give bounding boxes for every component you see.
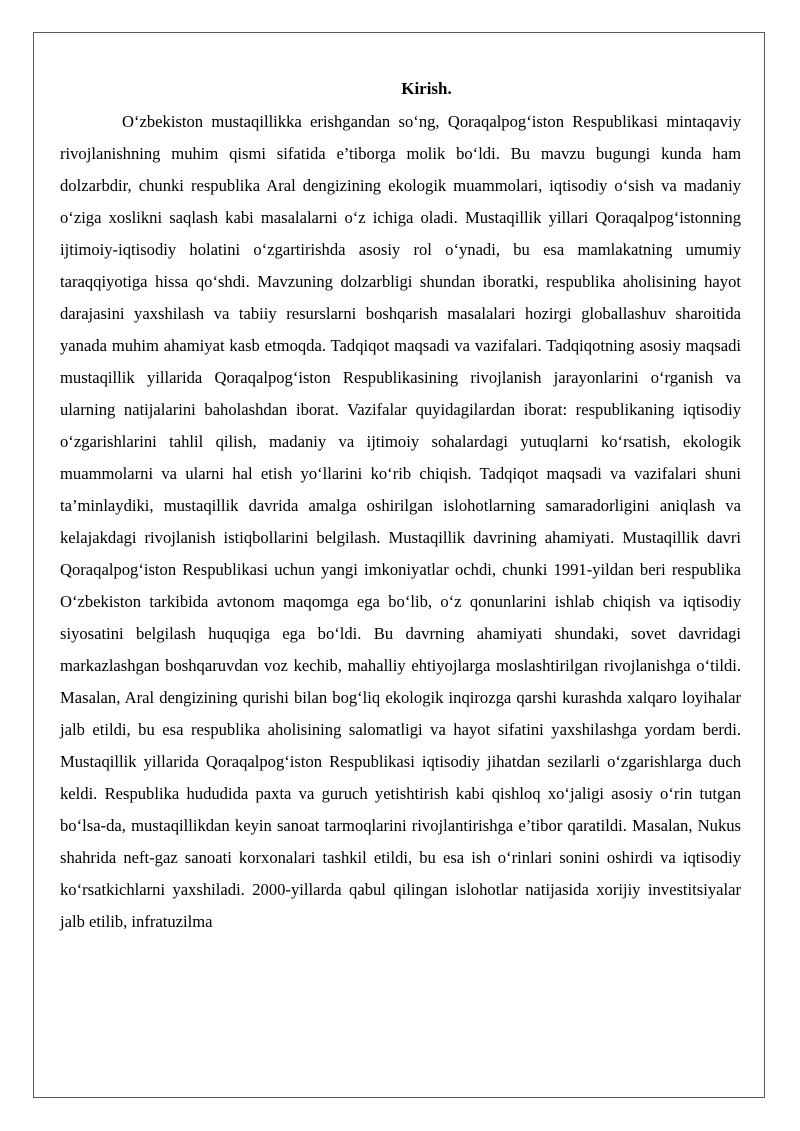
page-title: Kirish. (401, 79, 452, 98)
body-paragraph: O‘zbekiston mustaqillikka erishgandan so‘ng, Qoraqalpog‘iston Respublikasi mintaqaviy rivojlanishning muhim qismi sifatida e’tiborga molik bo‘ldi. Bu mavzu bugungi kunda ham dolzarbdir, chunki respublika Aral dengizining ekologik muammolari, iqtisodiy o‘sish va madaniy o‘ziga xoslikni saqlash kabi masalalarni o‘z ichiga oladi. Mustaqillik yillari Qoraqalpog‘istonning ijtimoiy-iqtisodiy holatini o‘zgartirishda asosiy rol o‘ynadi, bu esa mamlakatning umumiy taraqqiyotiga hissa qo‘shdi. Mavzuning dolzarbligi shundan iboratki, respublika aholisining hayot darajasini yaxshilash va tabiiy resurslarni boshqarish masalalari hozirgi globallashuv sharoitida yanada muhim ahamiyat kasb etmoqda. Tadqiqot maqsadi va vazifalari. Tadqiqotning asosiy maqsadi mustaqillik yillarida Qoraqalpog‘iston Respublikasining rivojlanish jarayonlarini o‘rganish va ularning natijalarini baholashdan iborat. Vazifalar quyidagilardan iborat: respublikaning iqtisodiy o‘zgarishlarini tahlil qilish, madaniy va ijtimoiy sohalardagi yutuqlarni ko‘rsatish, ekologik muammolarni va ularni hal etish yo‘llarini ko‘rib chiqish. Tadqiqot maqsadi va vazifalari shuni ta’minlaydiki, mustaqillik davrida amalga oshirilgan islohotlarning samaradorligini aniqlash va kelajakdagi rivojlanish istiqbollarini belgilash. Mustaqillik davrining ahamiyati. Mustaqillik davri Qoraqalpog‘iston Respublikasi uchun yangi imkoniyatlar ochdi, chunki 1991-yildan beri respublika O‘zbekiston tarkibida avtonom maqomga ega bo‘lib, o‘z qonunlarini ishlab chiqish va iqtisodiy siyosatini belgilash huquqiga ega bo‘ldi. Bu davrning ahamiyati shundaki, sovet davridagi markazlashgan boshqaruvdan voz kechib, mahalliy ehtiyojlarga moslashtirilgan rivojlanishga o‘tildi. Masalan, Aral dengizining qurishi bilan bog‘liq ekologik inqirozga qarshi kurashda xalqaro loyihalar jalb etildi, bu esa respublika aholisining salomatligi va hayot sifatini yaxshilashga yordam berdi. Mustaqillik yillarida Qoraqalpog‘iston Respublikasi iqtisodiy jihatdan sezilarli o‘zgarishlarga duch keldi. Respublika hududida paxta va guruch yetishtirish kabi qishloq xo‘jaligi asosiy o‘rin tutgan bo‘lsa-da, mustaqillikdan keyin sanoat tarmoqlarini rivojlantirishga e’tibor qaratildi. Masalan, Nukus shahrida neft-gaz sanoati korxonalari tashkil etildi, bu esa ish o‘rinlari sonini oshirdi va iqtisodiy ko‘rsatkichlarni yaxshiladi. 2000-yillarda qabul qilingan islohotlar natijasida xorijiy investitsiyalar jalb etilib, infratuzilma (60, 112, 741, 931)
